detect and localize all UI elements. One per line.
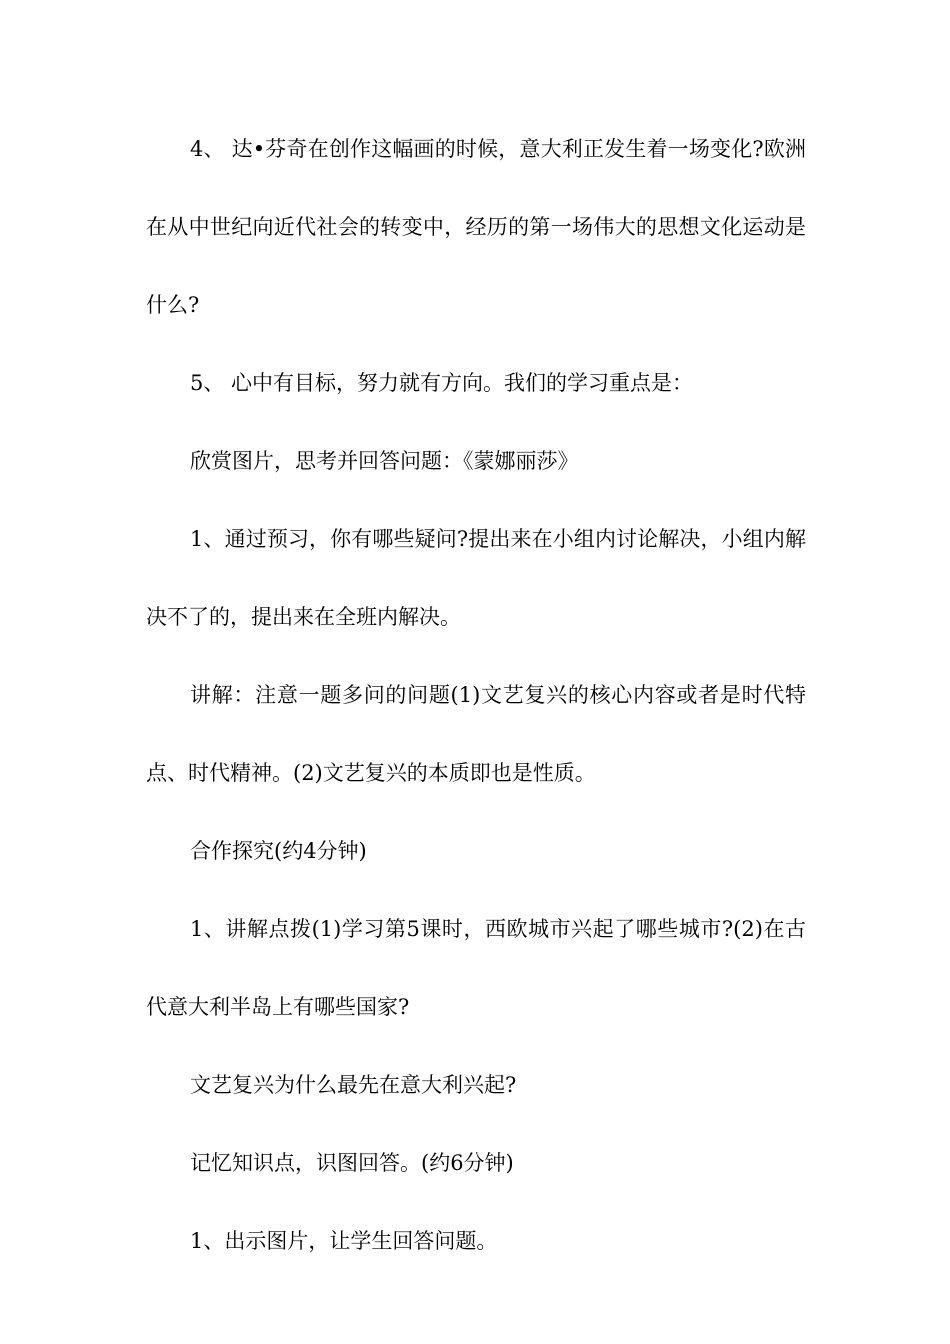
- paragraph-cooperative-inquiry: 合作探究(约4分钟): [190, 839, 367, 863]
- paragraph-q5: 5、 心中有目标，努力就有方向。我们的学习重点是：: [190, 371, 694, 395]
- paragraph-show-pictures: 1、出示图片，让学生回答问题。: [190, 1229, 498, 1253]
- paragraph-appreciate-picture: 欣赏图片，思考并回答问题：《蒙娜丽莎》: [190, 449, 579, 473]
- paragraph-preview-questions: 1、通过预习，你有哪些疑问?提出来在小组内讨论解决，小组内解决不了的，提出来在全班内解决。: [146, 527, 806, 629]
- paragraph-explain-guide: 1、讲解点拨(1)学习第5课时，西欧城市兴起了哪些城市?(2)在古代意大利半岛上有哪些国家?: [146, 917, 806, 1019]
- paragraph-q4: 4、 达•芬奇在创作这幅画的时候，意大利正发生着一场变化?欧洲在从中世纪向近代社会的转变中，经历的第一场伟大的思想文化运动是什么?: [146, 137, 806, 317]
- paragraph-explanation: 讲解：注意一题多问的问题(1)文艺复兴的核心内容或者是时代特点、时代精神。(2)文艺复兴的本质即也是性质。: [146, 683, 806, 785]
- paragraph-memorize-points: 记忆知识点，识图回答。(约6分钟): [190, 1151, 514, 1175]
- paragraph-renaissance-italy: 文艺复兴为什么最先在意大利兴起?: [190, 1073, 517, 1097]
